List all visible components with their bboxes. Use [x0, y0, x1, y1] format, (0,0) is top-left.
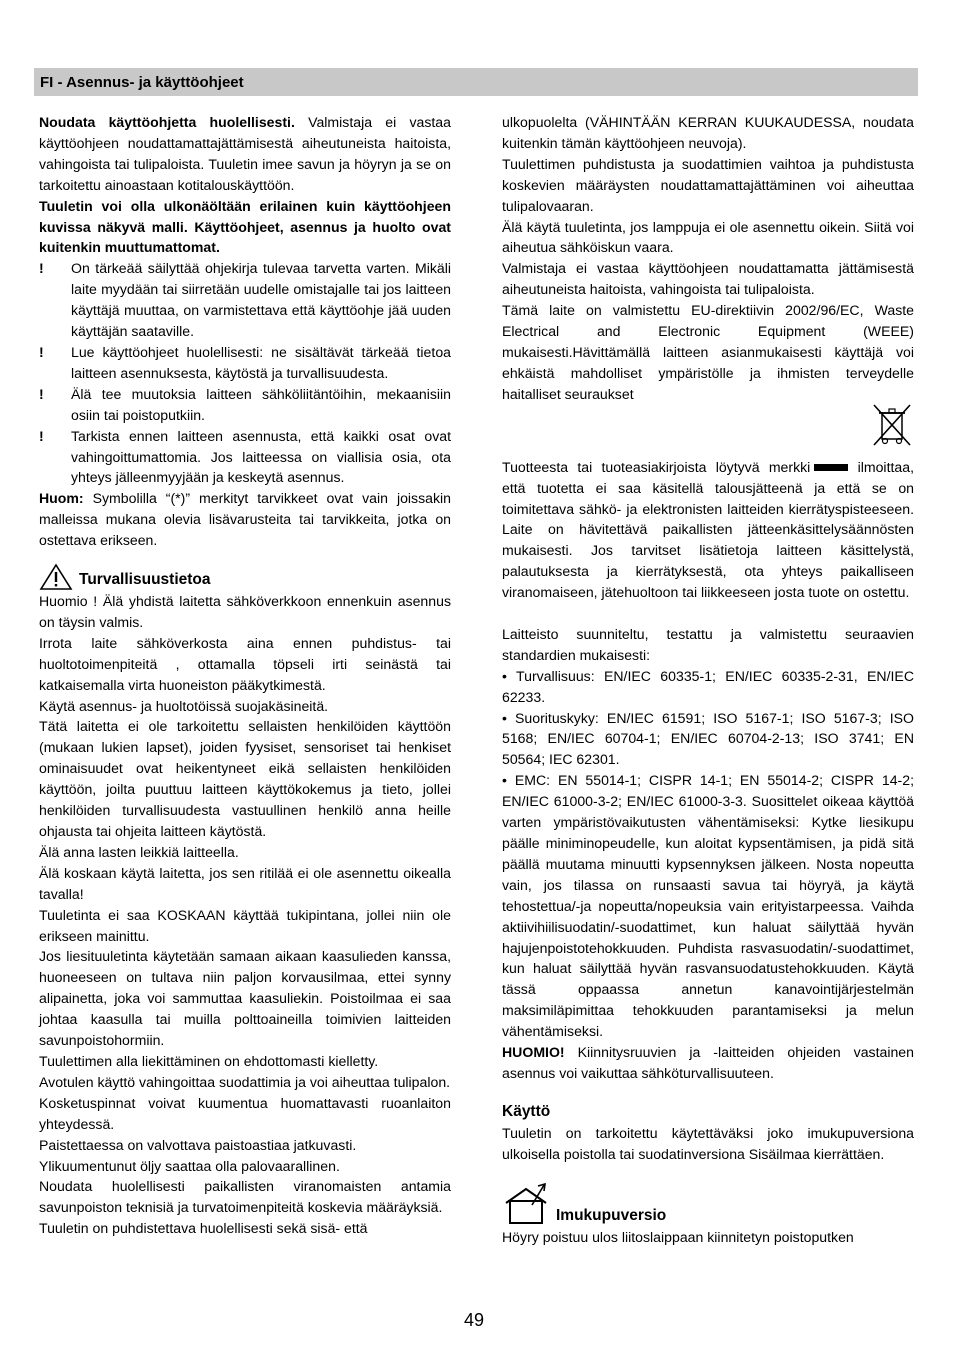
warning-triangle-icon — [39, 563, 73, 591]
standard-item: • EMC: EN 55014-1; CISPR 14-1; EN 55014-2; CISPR 14-2; EN/IEC 61000-3-2; EN/IEC 61000-3-3. Suosittelet oikeaa käyttöä varten ympäristövaikutusten vähentämiseksi: Kytke liesikupu päälle miniminopeudelle, kun aloitat kypsentämisen, ja pidä sitä päällä muutama minuutti kypsennyksen jälkeen. Nosta nopeutta vain, jos tilassa on runsaasti savua tai höyryä, ja käytä tehostettua/-ja nopeutta/nopeuksia vain erityistarpeessa. Vaihda aktiivihiilisuodatin/-suodattimet, kun haluat säilyttää hyvän hajujenpoistotehokkuuden. Puhdista rasvasuodatin/-suodattimet, kun haluat säilyttää hyvän rasvansuodatustehokkuuden. Käytä tässä oppaassa annetun kanavointijärjestelmän maksimiläpimittaa tehokkuuden parantamiseksi ja melun vähentämiseksi. — [502, 772, 914, 1040]
safety-paragraph: Tuuletin on puhdistettava huolellisesti sekä sisä- että — [39, 1220, 368, 1237]
imukupu-paragraph: Höyry poistuu ulos liitoslaippaan kiinnitetyn poistoputken — [502, 1228, 854, 1245]
kaytto-title: Käyttö — [502, 1102, 551, 1120]
house-ducting-icon — [502, 1183, 552, 1227]
safety-paragraph: Älä anna lasten leikkiä laitteella. — [39, 843, 239, 860]
warning-bullet: ! Tarkista ennen laitteen asennusta, että kaikki osat ovat vahingoittumattomia. Jos laitteessa on viallisia osia, ota yhteys jälleenmyyjään ja keskeytä asennus. — [39, 426, 451, 489]
section-title: FI - Asennus- ja käyttöohjeet — [40, 74, 244, 91]
weee-bar-icon — [814, 464, 848, 471]
crossed-out-bin-icon — [870, 401, 914, 449]
left-column — [39, 112, 451, 1239]
safety-title: Turvallisuustietoa — [79, 571, 211, 589]
imukupu-title: Imukupuversio — [556, 1206, 667, 1224]
warning-bullet: ! Älä tee muutoksia laitteen sähköliitäntöihin, mekaanisiin osiin tai poistoputkiin. — [39, 384, 451, 426]
huomio-note: HUOMIO! Kiinnitysruuvien ja -laitteiden ohjeiden vastainen asennus voi vaikuttaa sähköturvallisuuteen. — [502, 1044, 914, 1081]
filter-paragraph: Tuulettimen puhdistusta ja suodattimien vaihtoa ja puhdistusta koskevien määräysten noudattamattajättäminen voi aiheuttaa tulipalovaaran. — [502, 155, 914, 214]
safety-paragraph: Irrota laite sähköverkosta aina ennen puhdistus- tai huoltotoimenpiteitä , ottamalla töpseli irti seinästä tai katkaisemalla virta huoneiston pääkytkimestä. — [39, 634, 451, 693]
standard-item: • Turvallisuus: EN/IEC 60335-1; EN/IEC 60335-2-31, EN/IEC 62233. — [502, 667, 914, 705]
intro-paragraph: Noudata käyttöohjetta huolellisesti. Valmistaja ei vastaa käyttöohjeen noudattamattajättämisestä aiheutuneista haitoista, vahingoista tai tulipaloista. Tuuletin imee savun ja höyryn ja se on tarkoitettu ainoastaan kotitalouskäyttöön. — [39, 114, 451, 193]
safety-paragraph: Paistettaessa on valvottava paistoastiaa jatkuvasti. — [39, 1136, 357, 1153]
safety-paragraph: Ylikuumentunut öljy saattaa olla palovaarallinen. — [39, 1157, 340, 1174]
warning-bullet: ! Lue käyttöohjeet huolellisesti: ne sisältävät tärkeää tietoa laitteen asennuksesta, käytöstä ja turvallisuudesta. — [39, 342, 451, 384]
warning-bullet: ! On tärkeää säilyttää ohjekirja tulevaa tarvetta varten. Mikäli laite myydään tai siirretään uudelle omistajalle tai jos laitteen käyttäjä muuttaa, on varmistettava että käyttöohje jää uuden käyttäjän saataville. — [39, 258, 451, 342]
liability-paragraph: Valmistaja ei vastaa käyttöohjeen noudattamatta jättämisestä aiheutuneista haitoista, vahingoista tai tulipaloista. — [502, 260, 914, 298]
cleaning-paragraph: ulkopuolelta (VÄHINTÄÄN KERRAN KUUKAUDESSA, noudata kuitenkin tämän käyttöohjeen neuvoja). — [502, 114, 914, 151]
huom-note: Huom: Symbolilla “(*)” merkityt tarvikkeet ovat vain joissakin malleissa mukana olevia lisävarusteita tai tarvikkeita, jotka on ostettava erikseen. — [39, 490, 451, 549]
page-number: 49 — [464, 1310, 485, 1330]
safety-paragraph: Kosketuspinnat voivat kuumentua huomattavasti ruoanlaiton yhteydessä. — [39, 1094, 451, 1132]
safety-paragraph: Tätä laitetta ei ole tarkoitettu sellaisten henkilöiden käyttöön (mukaan lukien lapset), joiden fyysiset, sensoriset tai henkiset ominaisuudet ovat heikentyneet eikä sellaisten henkilöiden käyttöön, joilta puuttuu laitteen käyttökokemus ja tieto, jollei henkilöiden turvallisuudesta vastuullinen henkilö anna heille ohjausta tai ohjeita laitteen käytöstä. — [39, 718, 451, 839]
lamp-paragraph: Älä käytä tuuletinta, jos lamppuja ei ole asennettu oikein. Siitä voi aiheutua sähköiskun vaara. — [502, 218, 914, 256]
safety-paragraph: Avotulen käyttö vahingoittaa suodattimia ja voi aiheuttaa tulipalon. — [39, 1073, 451, 1090]
safety-paragraph: Tuulettimen alla liekittäminen on ehdottomasti kielletty. — [39, 1052, 379, 1069]
imukupu-heading — [502, 1187, 914, 1227]
exclamation-icon: ! — [39, 385, 44, 402]
exclamation-icon: ! — [39, 427, 44, 444]
right-column — [502, 112, 914, 1247]
appearance-note: Tuuletin voi olla ulkonäöltään erilainen kuin käyttöohjeen kuvissa näkyvä malli. Käyttöohjeet, asennus ja huolto ovat kuitenkin muuttumattomat. — [39, 197, 451, 256]
section-header — [34, 68, 918, 96]
exclamation-icon: ! — [39, 260, 44, 277]
safety-paragraph: Huomio ! Älä yhdistä laitetta sähköverkkoon ennenkuin asennus on täysin valmis. — [39, 593, 451, 630]
standard-item: • Suorituskyky: EN/IEC 61591; ISO 5167-1; ISO 5167-3; ISO 5168; EN/IEC 60704-1; EN/IEC 60704-2-13; ISO 3741; EN 50564; IEC 62301. — [502, 709, 914, 768]
safety-paragraph: Älä koskaan käytä laitetta, jos sen ritilää ei ole asennettu oikealla tavalla! — [39, 864, 451, 902]
safety-paragraph: Käytä asennus- ja huoltotöissä suojakäsineitä. — [39, 697, 329, 714]
weee-directive-paragraph: Tämä laite on valmistettu EU-direktiivin 2002/96/EC, Waste Electrical and Electronic Equipment (WEEE) mukaisesti.Hävittämällä laitteen asianmukaisesti käyttäjä voi ehkäistä mahdolliset ympäristölle ja ihmisten terveydelle haitalliset seuraukset — [502, 302, 914, 402]
safety-heading — [39, 565, 451, 591]
kaytto-paragraph: Tuuletin on tarkoitettu käytettäväksi joko imukupuversiona ulkoisella poistolla tai suodatinversiona Sisäilmaa kierrättäen. — [502, 1124, 914, 1162]
exclamation-icon: ! — [39, 343, 44, 360]
safety-paragraph: Tuuletinta ei saa KOSKAAN käyttää tukipintana, jollei niin ole erikseen mainittu. — [39, 906, 451, 944]
weee-symbol-row — [502, 405, 914, 457]
safety-paragraph: Noudata huolellisesti paikallisten viranomaisten antamia savunpoiston teknisiä ja turvatoimenpiteitä koskevia määräyksiä. — [39, 1178, 451, 1216]
safety-paragraph: Jos liesituuletinta käytetään samaan aikaan kaasulieden kanssa, huoneeseen on tultava niin paljon korvausilmaa, ettei synny alipainetta, joka voi sammuttaa kaasuliekin. Poistoilmaa ei saa johtaa kaasulla tai muilla polttoaineilla toimivien laitteiden savunpoistohormiin. — [39, 948, 451, 1049]
weee-paragraph: Tuotteesta tai tuoteasiakirjoista löytyvä merkki ilmoittaa, että tuotetta ei saa käsitellä talousjätteenä ja että se on toimitettava sähkö- ja elektronisten laitteiden kierrätyspisteeseen. Laite on hävitettävä paikallisten jätteenkäsittelysäännösten mukaisesti. Jos tarvitset lisätietoja laitteen käsittelystä, palautuksesta ja kierrätyksestä, ota yhteys paikalliseen viranomaiseen, jätehuoltoon tai liikkeeseen josta tuote on ostettu. — [502, 458, 914, 601]
standards-intro: Laitteisto suunniteltu, testattu ja valmistettu seuraavien standardien mukaisesti: — [502, 625, 914, 663]
